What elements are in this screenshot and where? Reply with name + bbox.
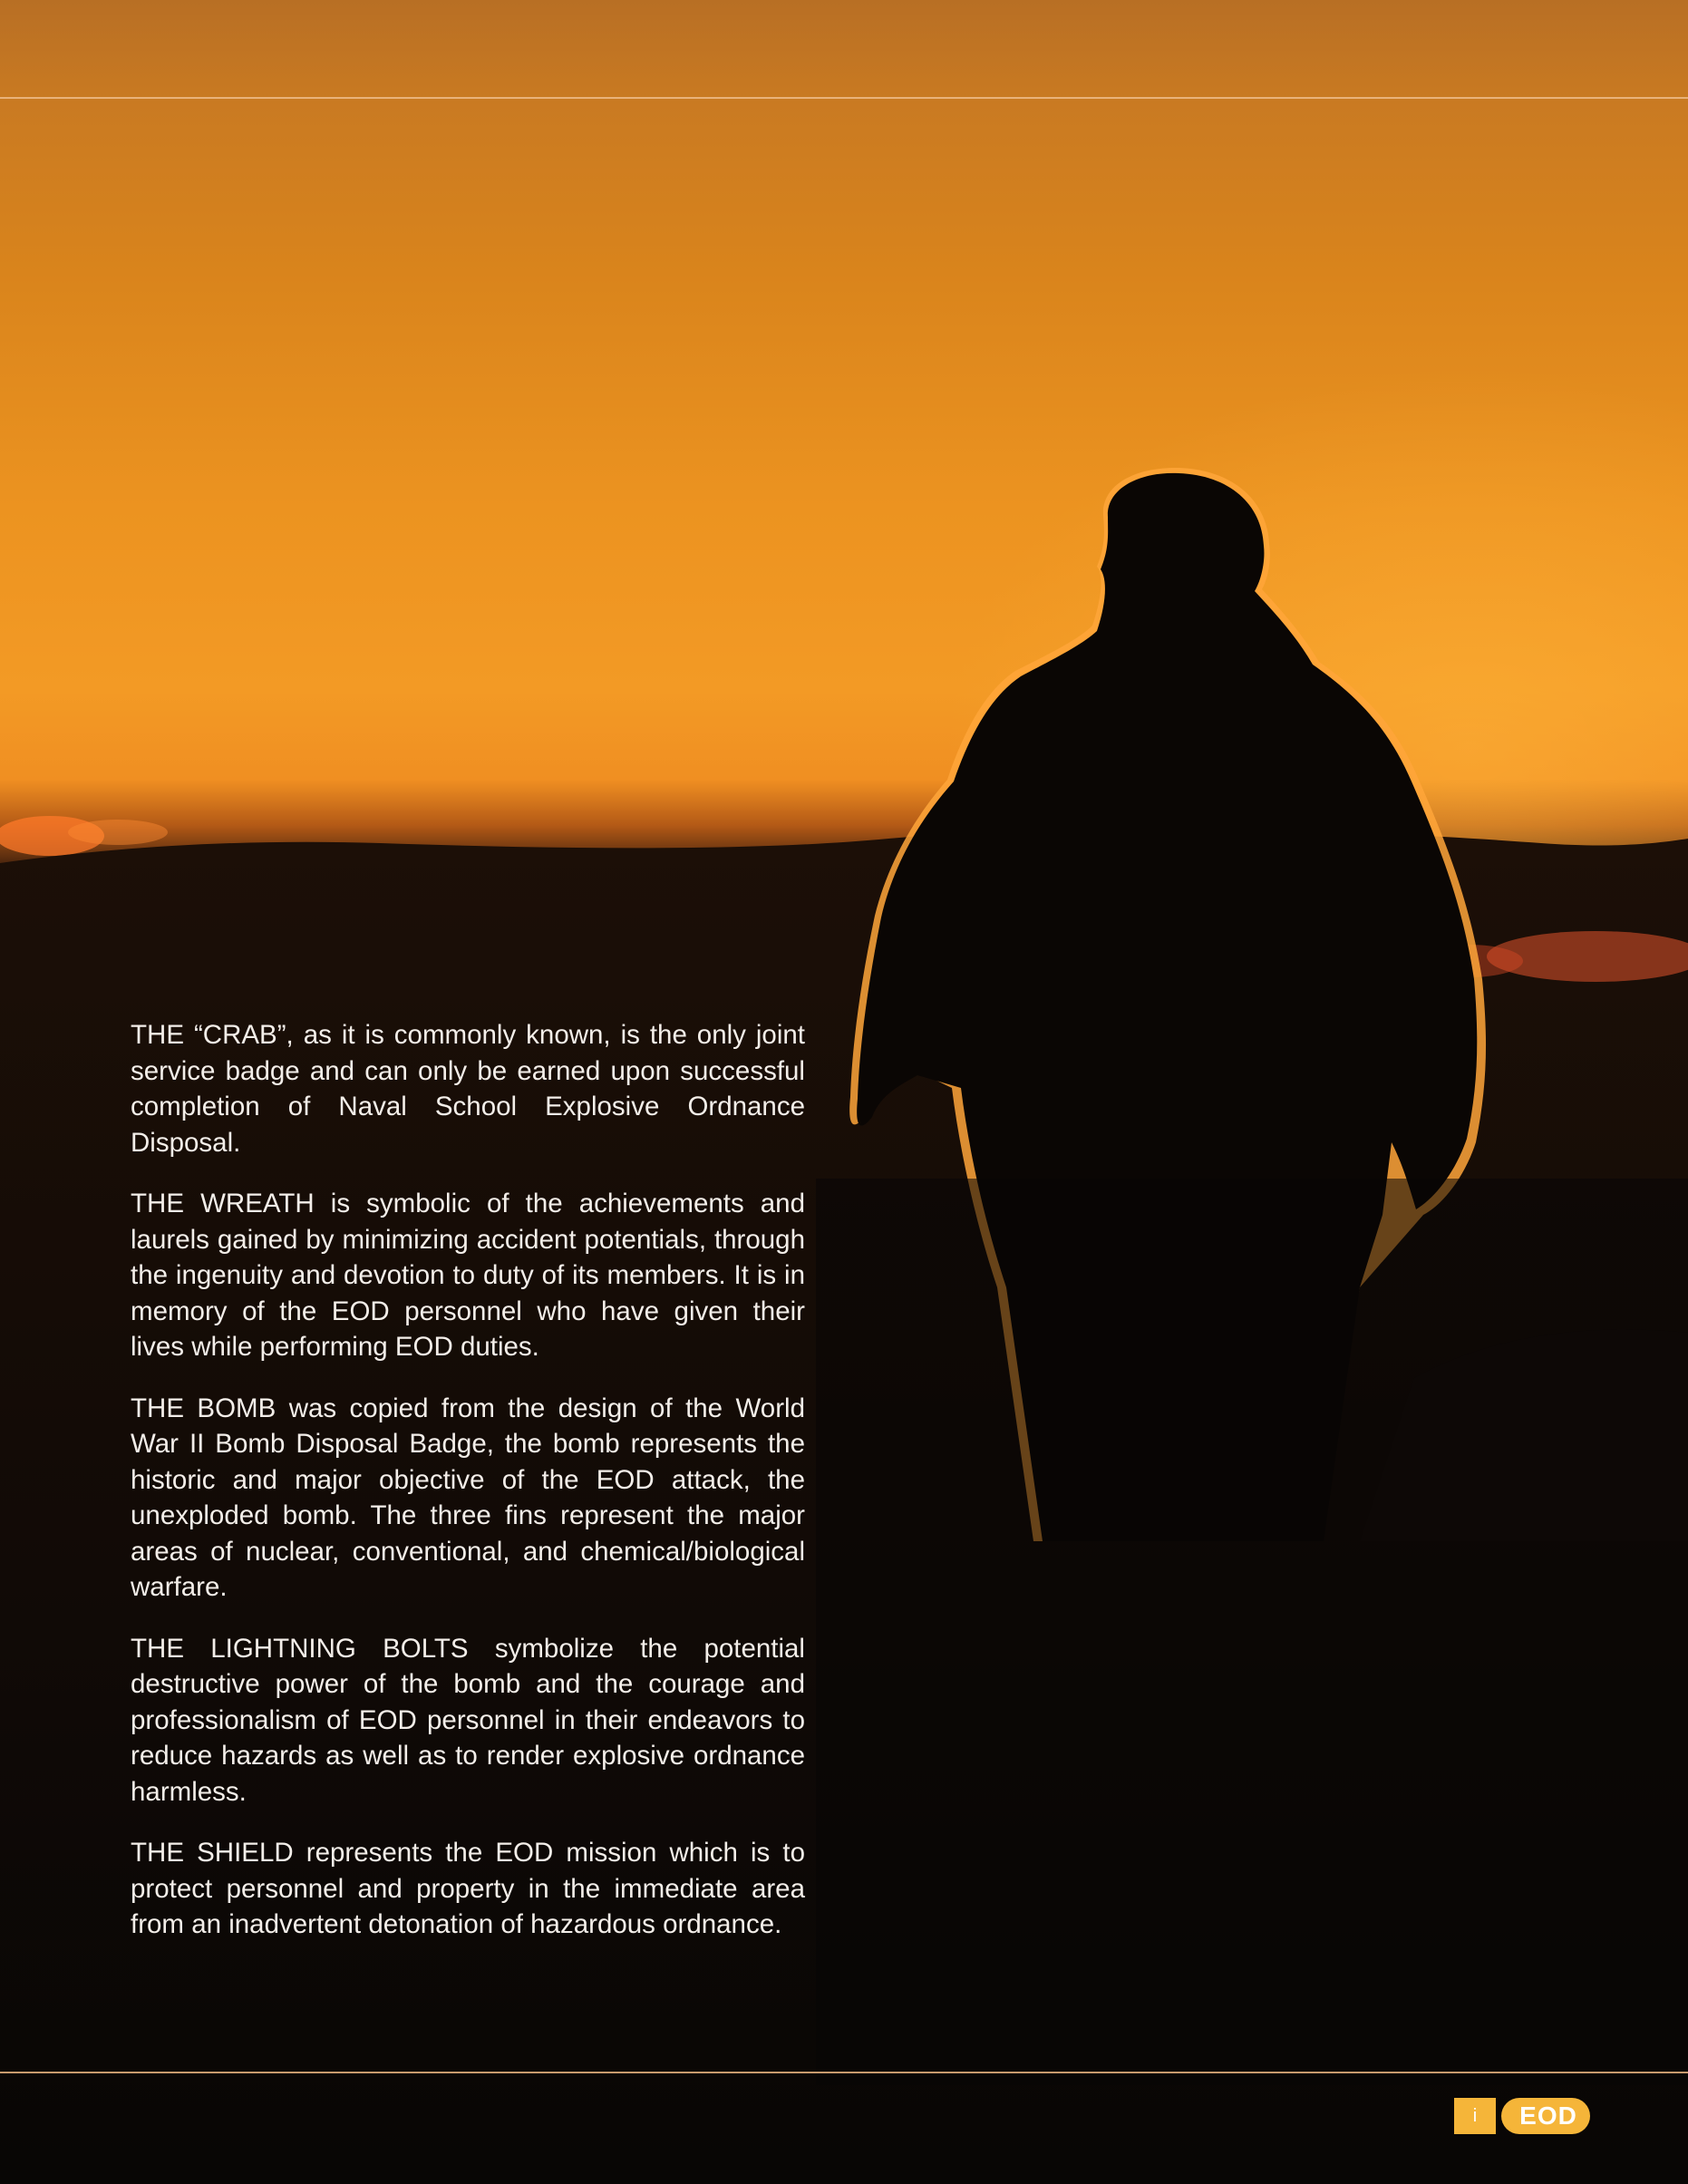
bottom-rule — [0, 2072, 1688, 2073]
top-rule — [0, 97, 1688, 99]
body-text — [131, 1017, 805, 1968]
footer-badge — [1454, 2098, 1590, 2134]
paragraph-shield: THE SHIELD represents the EOD mission which is to protect personnel and property in the immediate area from an inadvertent detonation of hazardous ordnance. — [131, 1838, 805, 1939]
paragraph-bomb: THE BOMB was copied from the design of the World War II Bomb Disposal Badge, the bomb represents the historic and major objective of the EOD attack, the unexploded bomb. The three fins represent the major areas of nuclear, conventional, and chemical/biological warfare. — [131, 1393, 805, 1602]
paragraph-lightning-bolts: THE LIGHTNING BOLTS symbolize the potential destructive power of the bomb and the courage and professionalism of EOD personnel in their endeavors to reduce hazards as well as to render explosive ordnance harmless. — [131, 1633, 805, 1807]
paragraph-wreath: THE WREATH is symbolic of the achievements and laurels gained by minimizing accident potentials, through the ingenuity and devotion to duty of its members. It is in memory of the EOD personnel who have given their lives while performing EOD duties. — [131, 1189, 805, 1362]
paragraph-crab: THE “CRAB”, as it is commonly known, is the only joint service badge and can only be earned upon successful completion of Naval School Explosive Ordnance Disposal. — [131, 1020, 805, 1158]
eod-label: EOD — [1519, 2101, 1577, 2130]
page-number: i — [1472, 2106, 1478, 2126]
